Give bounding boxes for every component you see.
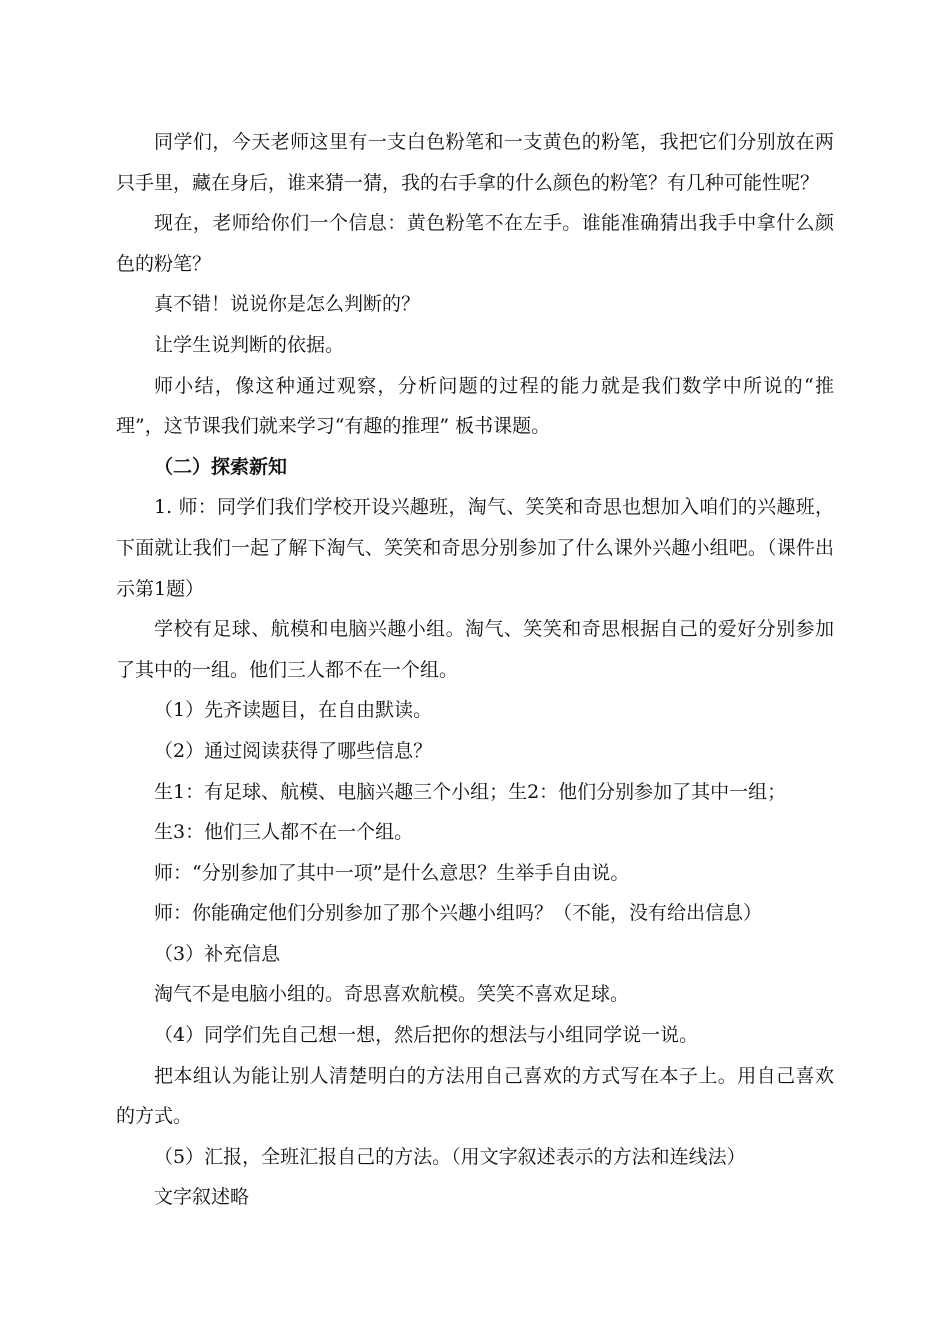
paragraph-student-3: 生3：他们三人都不在一个组。: [154, 821, 414, 844]
paragraph-step-1: （1）先齐读题目，在自由默读。: [154, 699, 433, 722]
paragraph-teacher-question: 师：“分别参加了其中一项”是什么意思？生举手自由说。: [154, 861, 630, 884]
paragraph-text-omitted: 文字叙述略: [154, 1186, 250, 1209]
paragraph-intro: 同学们，今天老师这里有一支白色粉笔和一支黄色的粉笔，我把它们分别放在两只手里，藏在身后，谁来猜一猜，我的右手拿的什么颜色的粉笔？有几种可能性呢？: [116, 131, 834, 194]
paragraph-group-method: 把本组认为能让别人清楚明白的方法用自己喜欢的方式写在本子上。用自己喜欢的方式。: [116, 1064, 834, 1128]
document-body: [116, 122, 834, 1218]
section-heading: （二）探索新知: [154, 455, 288, 478]
paragraph-step-5: （5）汇报，全班汇报自己的方法。（用文字叙述表示的方法和连线法）: [154, 1145, 746, 1168]
paragraph-summary: 师小结，像这种通过观察，分析问题的过程的能力就是我们数学中所说的“推理”，这节课我们就来学习“有趣的推理” 板书课题。: [116, 374, 834, 438]
paragraph-student-1-2: 生1：有足球、航模、电脑兴趣三个小组；生2：他们分别参加了其中一组；: [154, 780, 787, 803]
paragraph-step-4: （4）同学们先自己想一想，然后把你的想法与小组同学说一说。: [154, 1024, 699, 1047]
paragraph-hint: 现在，老师给你们一个信息：黄色粉笔不在左手。谁能准确猜出我手中拿什么颜色的粉笔？: [116, 212, 834, 275]
paragraph-extra-info: 淘气不是电脑小组的。奇思喜欢航模。笑笑不喜欢足球。: [154, 983, 630, 1006]
paragraph-problem-statement: 学校有足球、航模和电脑兴趣小组。淘气、笑笑和奇思根据自己的爱好分别参加了其中的一组。他们三人都不在一个组。: [116, 618, 834, 681]
paragraph-student-basis: 让学生说判断的依据。: [154, 333, 345, 356]
paragraph-teacher-confirm: 师：你能确定他们分别参加了那个兴趣小组吗？（不能，没有给出信息）: [154, 902, 763, 925]
paragraph-step-2: （2）通过阅读获得了哪些信息？: [154, 739, 433, 762]
paragraph-praise: 真不错！说说你是怎么判断的？: [154, 293, 421, 316]
paragraph-task-1: 1. 师：同学们我们学校开设兴趣班，淘气、笑笑和奇思也想加入咱们的兴趣班，下面就让我们一起了解下淘气、笑笑和奇思分别参加了什么课外兴趣小组吧。（课件出示第1题）: [116, 496, 834, 600]
paragraph-step-3: （3）补充信息: [154, 942, 281, 965]
